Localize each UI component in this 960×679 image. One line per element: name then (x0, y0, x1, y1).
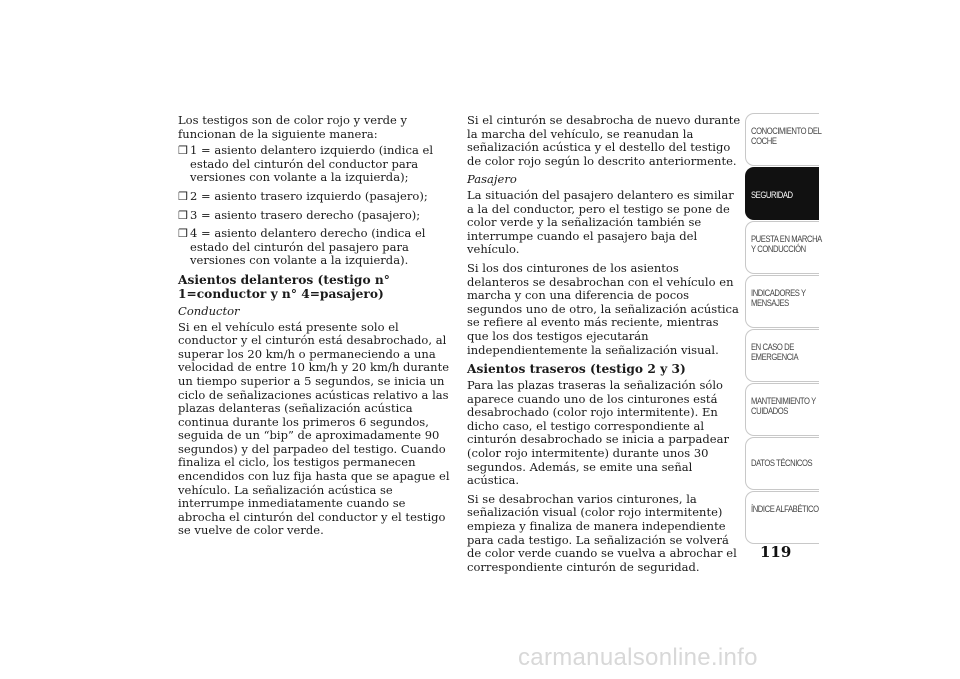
driver-paragraph: Si en el vehículo está presente solo el conductor y el cinturón está desabrochado, al superar los 20 km/h o permaneciendo a una velocidad de entre 10 km/h y 20 km/h durante un tiempo superior a 5 segundos, se inicia un ciclo de señalizaciones acústicas relativo a las plazas delanteras (señalización acústica continua durante los primeros 6 segundos, seguida de un “bip” de aproximadamente 90 segundos) y del parpadeo del testigo. Cuando finaliza el ciclo, los testigos permanecen encendidos con luz fija hasta que se apague el vehículo. La señalización acústica se interrumpe inmediatamente cuando se abrocha el cinturón del conductor y el testigo se vuelve de color verde. (178, 319, 450, 538)
tab-indice-alfabetico[interactable] (745, 491, 819, 544)
section-heading-rear-seats: Asientos traseros (testigo 2 y 3) (467, 362, 686, 377)
checkbox-bullet-icon: ❒ (178, 189, 188, 203)
subheading-driver: Conductor (178, 303, 240, 318)
watermark: carmanualsonline.info (518, 644, 758, 671)
right-column (467, 114, 743, 579)
tab-label: MANTENIMIENTO Y CUIDADOS (751, 396, 816, 417)
tab-seguridad[interactable] (745, 167, 819, 220)
bullet-text: 1 = asiento delantero izquierdo (indica el estado del cinturón del conductor para versiones con volante a la izquierda); (190, 143, 434, 185)
tab-indicadores-y-mensajes[interactable] (745, 275, 819, 328)
page-number: 119 (760, 543, 792, 561)
checkbox-bullet-icon: ❒ (178, 227, 188, 241)
bullet-item (178, 190, 454, 204)
checkbox-bullet-icon: ❒ (178, 144, 188, 158)
rear-seats-paragraph: Para las plazas traseras la señalización sólo aparece cuando uno de los cinturones está desabrochado (color rojo intermitente). En dicho caso, el testigo correspondiente al cinturón desabrochado se inicia a parpadear (color rojo intermitente) durante unos 30 segundos. Además, se emite una señal acústica. (467, 378, 729, 488)
multiple-belts-paragraph: Si se desabrochan varios cinturones, la señalización visual (color rojo intermitente) empieza y finaliza de manera independiente para cada testigo. La señalización se volverá de color verde cuando se vuelva a abrochar el correspondiente cinturón de seguridad. (467, 491, 737, 574)
left-column (178, 114, 454, 543)
tab-label: INDICADORES Y MENSAJES (751, 288, 806, 309)
bullet-text: 3 = asiento trasero derecho (pasajero); (190, 207, 421, 222)
checkbox-bullet-icon: ❒ (178, 208, 188, 222)
tab-label: PUESTA EN MARCHA Y CONDUCCIÓN (751, 234, 822, 255)
bullet-item (178, 144, 454, 185)
tab-label: DATOS TÉCNICOS (751, 458, 813, 468)
tab-label: ÍNDICE ALFABÉTICO (751, 504, 819, 514)
bullet-item (178, 227, 454, 268)
reset-paragraph: Si el cinturón se desabrocha de nuevo durante la marcha del vehículo, se reanudan la señalización acústica y el destello del testigo de color rojo según lo descrito anteriormente. (467, 113, 741, 168)
bullet-text: 4 = asiento delantero derecho (indica el estado del cinturón del pasajero para versiones con volante a la izquierda). (190, 226, 426, 268)
tab-en-caso-de-emergencia[interactable] (745, 329, 819, 382)
both-belts-paragraph: Si los dos cinturones de los asientos delanteros se desabrochan con el vehículo en marcha y con una diferencia de pocos segundos uno de otro, la señalización acústica se refiere al evento más reciente, mientras que los dos testigos ejecutarán independientemente la señalización visual. (467, 260, 739, 357)
tab-label: SEGURIDAD (751, 190, 793, 200)
intro-paragraph: Los testigos son de color rojo y verde y funcionan de la siguiente manera: (178, 113, 408, 141)
tab-label: EN CASO DE EMERGENCIA (751, 342, 799, 363)
tab-conocimiento-del-coche[interactable] (745, 113, 822, 166)
tab-mantenimiento-y-cuidados[interactable] (745, 383, 819, 436)
bullet-text: 2 = asiento trasero izquierdo (pasajero); (190, 188, 428, 203)
subheading-passenger: Pasajero (467, 172, 517, 187)
passenger-paragraph: La situación del pasajero delantero es similar a la del conductor, pero el testigo se pone de color verde y la señalización también se interrumpe cuando el pasajero baja del vehículo. (467, 187, 734, 257)
tab-label: CONOCIMIENTO DEL COCHE (751, 126, 822, 147)
bullet-item (178, 209, 454, 223)
tab-datos-tecnicos[interactable] (745, 437, 819, 490)
chapter-tabs (745, 113, 822, 545)
tab-puesta-en-marcha[interactable] (745, 221, 822, 274)
section-heading-front-seats: Asientos delanteros (testigo n° 1=conductor y n° 4=pasajero) (178, 272, 390, 301)
